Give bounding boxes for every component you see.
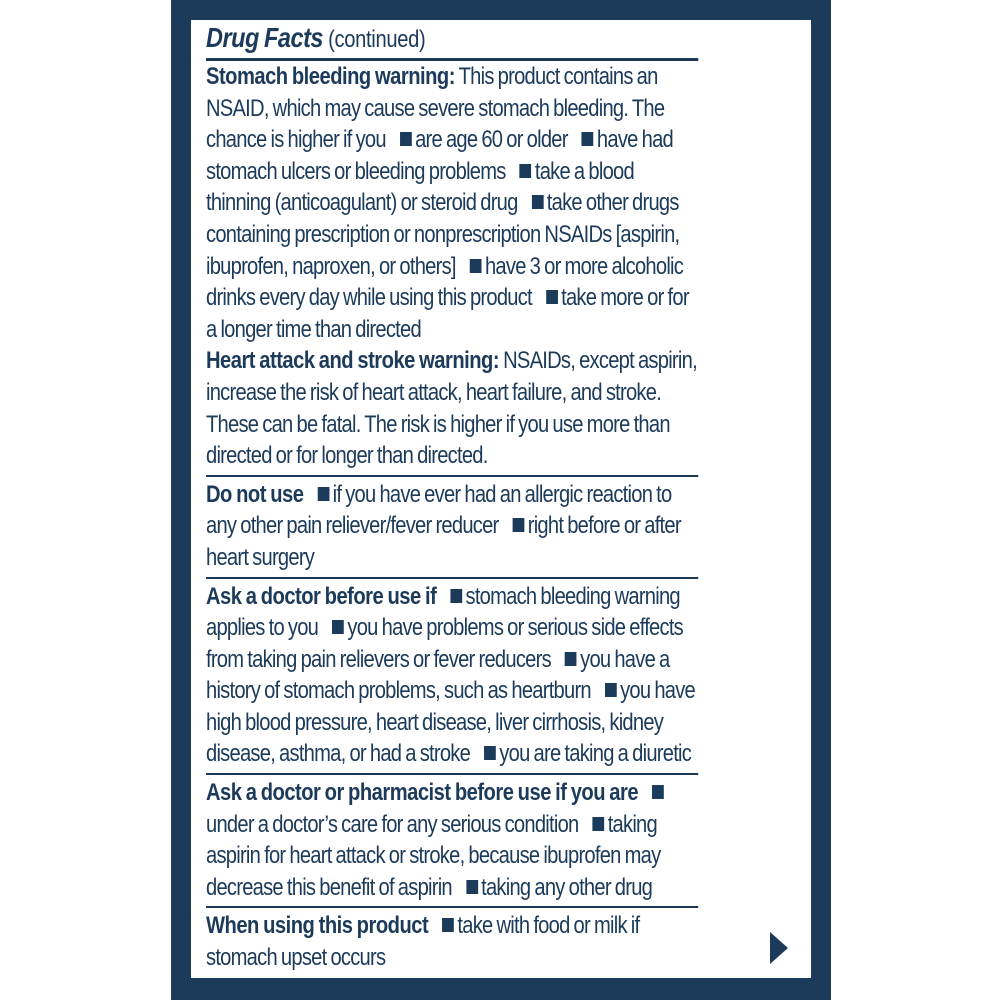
heart-attack-stroke-warning	[206, 345, 698, 471]
list-item: if you have ever had an allergic reaction to any other pain reliever/fever reducer	[206, 480, 672, 540]
bullet-icon	[442, 918, 454, 932]
section-text: This product contains an NSAID, which may cause severe stomach bleeding. The chance is higher if you	[206, 63, 665, 154]
bullet-icon	[513, 518, 525, 532]
bullet-icon	[520, 164, 532, 178]
list-item: you have a history of stomach problems, such as heartburn	[206, 645, 670, 705]
bullet-icon	[470, 259, 482, 273]
stomach-bleeding-warning	[206, 61, 698, 345]
section-heading: Do not use	[206, 480, 304, 508]
section-divider	[206, 475, 698, 477]
bullet-icon	[565, 652, 577, 666]
section-heading: Stomach bleeding warning:	[206, 63, 455, 90]
bullet-icon	[652, 785, 664, 799]
section-divider	[206, 577, 698, 579]
bullet-icon	[400, 132, 412, 146]
right-arrow-icon	[770, 932, 788, 964]
section-heading: Ask a doctor or pharmacist before use if you are	[206, 779, 639, 807]
bullet-icon	[318, 487, 330, 501]
list-item: right before or after heart surgery	[206, 512, 681, 571]
list-item: take other drugs containing prescription or nonprescription NSAIDs [aspirin, ibuprofen, naproxen, or others]	[206, 189, 680, 280]
drug-facts-title: Drug Facts	[206, 22, 323, 53]
bullet-icon	[546, 290, 558, 304]
list-item: are age 60 or older	[415, 126, 568, 154]
section-divider	[206, 906, 698, 908]
list-item: take more or for a longer time than directed	[206, 284, 689, 343]
ask-doctor-section	[206, 581, 698, 771]
drug-facts-subtitle: (continued)	[328, 26, 426, 53]
list-item: have had stomach ulcers or bleeding problems	[206, 126, 674, 185]
bullet-icon	[532, 195, 544, 209]
list-item: taking aspirin for heart attack or stroke, because ibuprofen may decrease this benefit of aspirin	[206, 810, 661, 901]
list-item: you have high blood pressure, heart disease, liver cirrhosis, kidney disease, asthma, or had a stroke	[206, 677, 696, 768]
section-text: NSAIDs, except aspirin, increase the risk of heart attack, heart failure, and stroke. These can be fatal. The risk is higher if you use more than directed or for longer than directed.	[206, 347, 697, 470]
list-item: take with food or milk if stomach upset occurs	[206, 912, 640, 972]
list-item: you have problems or serious side effects from taking pain relievers or fever reducers	[206, 614, 684, 673]
drug-facts-header	[206, 20, 698, 56]
bullet-icon	[466, 880, 478, 894]
section-heading: Ask a doctor before use if	[206, 582, 437, 610]
list-item: take a blood thinning (anticoagulant) or steroid drug	[206, 157, 634, 217]
list-item: taking any other drug	[481, 873, 653, 901]
do-not-use-section	[206, 479, 698, 574]
bullet-icon	[332, 620, 344, 634]
bullet-icon	[450, 589, 462, 603]
list-item: stomach bleeding warning applies to you	[206, 582, 680, 642]
ask-pharmacist-section	[206, 777, 698, 903]
bullet-icon	[582, 132, 594, 146]
bullet-icon	[593, 817, 605, 831]
when-using-section	[206, 910, 698, 973]
bullet-icon	[605, 683, 617, 697]
bullet-icon	[484, 746, 496, 760]
list-item: have 3 or more alcoholic drinks every day while using this product	[206, 252, 684, 312]
section-divider	[206, 773, 698, 775]
drug-facts-content	[206, 20, 698, 974]
list-item: you are taking a diuretic	[499, 740, 692, 768]
list-item: under a doctor’s care for any serious condition	[206, 810, 579, 838]
section-heading: When using this product	[206, 912, 429, 940]
section-heading: Heart attack and stroke warning:	[206, 347, 500, 375]
